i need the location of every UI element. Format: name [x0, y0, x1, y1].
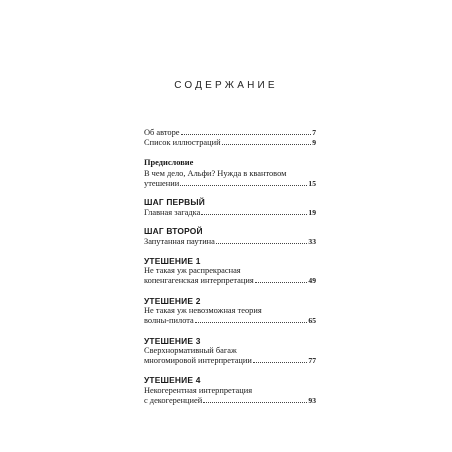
toc-entry-line: Некогерентная интерпретация: [144, 385, 253, 395]
toc-page-number: 9: [312, 138, 316, 148]
dot-leader: [222, 144, 312, 145]
dot-leader: [181, 134, 312, 135]
table-of-contents: [144, 128, 316, 406]
page-title: СОДЕРЖАНИЕ: [174, 80, 278, 91]
toc-entry-label: Об авторе: [144, 128, 180, 137]
toc-entry-consolation-4: [144, 396, 316, 406]
toc-heading-preface: Предисловие: [144, 158, 194, 168]
toc-page-number: 49: [308, 276, 316, 286]
toc-heading-consolation-3: УТЕШЕНИЕ 3: [144, 335, 201, 346]
toc-entry-consolation-3: [144, 356, 316, 366]
toc-heading-step-1: ШАГ ПЕРВЫЙ: [144, 197, 205, 208]
toc-heading-consolation-1: УТЕШЕНИЕ 1: [144, 255, 201, 266]
dot-leader: [203, 402, 307, 403]
toc-entry-consolation-2: [144, 316, 316, 326]
toc-page-number: 19: [308, 207, 316, 217]
toc-entry-line: Не такая уж невозможная теория: [144, 306, 262, 316]
dot-leader: [253, 362, 308, 363]
toc-entry-label: волны-пилота: [144, 316, 194, 326]
dot-leader: [180, 185, 307, 186]
toc-page-number: 15: [308, 179, 316, 189]
toc-entry-label: утешении: [144, 179, 180, 189]
toc-entry-about-author: [144, 128, 316, 138]
toc-page-number: 33: [308, 236, 316, 246]
toc-entry-consolation-1: [144, 276, 316, 286]
dot-leader: [216, 243, 308, 244]
dot-leader: [255, 282, 308, 283]
toc-entry-step-2: [144, 237, 316, 247]
toc-entry-label: копенгагенская интерпретация: [144, 276, 254, 286]
toc-page-number: 93: [308, 396, 316, 406]
toc-entry-step-1: [144, 208, 316, 218]
toc-entry-label: Главная загадка: [144, 207, 201, 217]
toc-page-number: 65: [308, 316, 316, 326]
toc-entry-line: Не такая уж распрекрасная: [144, 266, 241, 276]
toc-page-number: 77: [308, 356, 316, 366]
toc-entry-line: Сверхнормативный багаж: [144, 346, 237, 356]
toc-entry-illustrations: [144, 138, 316, 148]
dot-leader: [201, 214, 307, 215]
toc-heading-step-2: ШАГ ВТОРОЙ: [144, 226, 203, 237]
toc-entry-preface: [144, 179, 316, 189]
toc-page-number: 7: [312, 128, 316, 137]
toc-heading-consolation-4: УТЕШЕНИЕ 4: [144, 375, 201, 386]
toc-entry-label: многомировой интерпретации: [144, 356, 252, 366]
toc-heading-consolation-2: УТЕШЕНИЕ 2: [144, 295, 201, 306]
toc-entry-label: Список иллюстраций: [144, 138, 221, 148]
toc-entry-label: с декогеренцией: [144, 396, 203, 406]
toc-entry-line: В чем дело, Альфи? Нужда в квантовом: [144, 168, 287, 178]
dot-leader: [195, 322, 308, 323]
toc-entry-label: Запутанная паутина: [144, 236, 215, 246]
